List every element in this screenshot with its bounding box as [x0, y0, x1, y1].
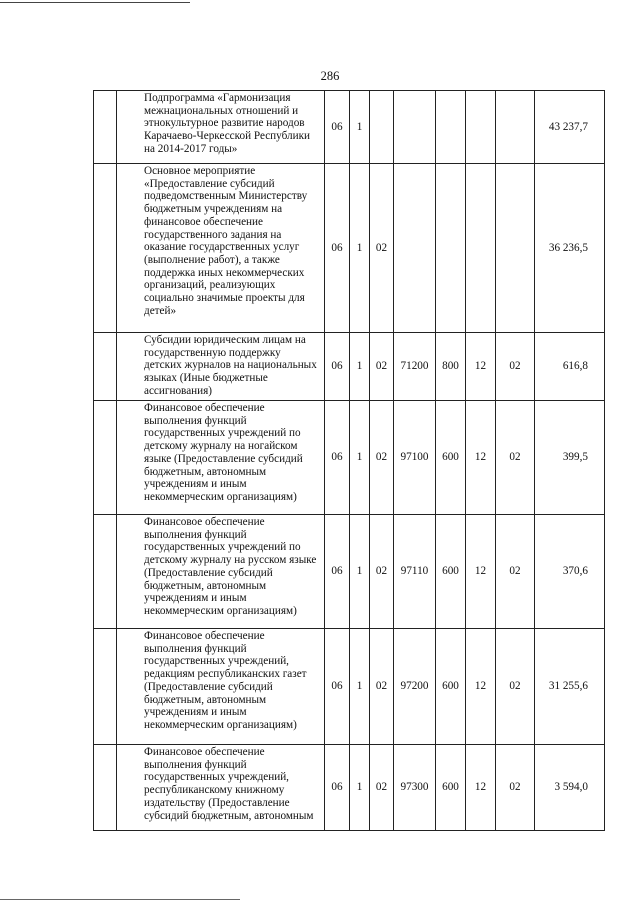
code-cell-c2: 1: [350, 515, 370, 629]
code-cell-c5: [436, 164, 466, 333]
code-cell-c3: 02: [370, 745, 394, 831]
budget-table: [93, 90, 605, 831]
code-cell-c4: [394, 164, 436, 333]
row-number-cell: [94, 333, 117, 401]
amount-cell: 399,5: [535, 401, 605, 515]
code-cell-c2: 1: [350, 333, 370, 401]
code-cell-c5: 600: [436, 401, 466, 515]
item-name-cell: [117, 401, 325, 515]
page-number: 286: [320, 69, 340, 83]
code-cell-c6: 12: [466, 515, 496, 629]
item-name: Финансовое обеспечение выполнения функций государственных учреждений, редакциям республиканских газет (Предоставление субсидий бюджетным, автономным учреждениям и иным некоммерческим организациям): [144, 630, 307, 731]
code-cell-c2: 1: [350, 164, 370, 333]
amount-cell: 370,6: [535, 515, 605, 629]
top-rule: [0, 2, 190, 3]
code-cell-c6: [466, 164, 496, 333]
code-cell-c2: 1: [350, 629, 370, 745]
item-name: Субсидии юридическим лицам на государственную поддержку детских журналов на национальных языках (Иные бюджетные ассигнования): [144, 334, 317, 397]
item-name-cell: [117, 164, 325, 333]
amount-cell: 616,8: [535, 333, 605, 401]
code-cell-c6: [466, 91, 496, 164]
row-number-cell: [94, 164, 117, 333]
item-name: Основное мероприятие «Предоставление субсидий подведомственным Министерству бюджетным учреждениям на финансовое обеспечение государственного задания на оказание государственных услуг (выполнение работ), а также поддержка иных некоммерческих организаций, реализующих социально значимые проекты для детей»: [144, 165, 308, 317]
code-cell-c5: 600: [436, 515, 466, 629]
table-row: [94, 401, 605, 515]
code-cell-c2: 1: [350, 401, 370, 515]
code-cell-c6: 12: [466, 745, 496, 831]
table-row: [94, 164, 605, 333]
code-cell-c6: 12: [466, 333, 496, 401]
item-name-cell: [117, 745, 325, 831]
code-cell-c3: 02: [370, 164, 394, 333]
item-name: Подпрограмма «Гармонизация межнациональных отношений и этнокультурное развитие народов Карачаево-Черкесской Республики на 2014-2017 годы»: [144, 92, 311, 155]
row-number-cell: [94, 91, 117, 164]
item-name: Финансовое обеспечение выполнения функций государственных учреждений, республиканскому книжному издательству (Предоставление субсидий бюджетным, автономным: [144, 746, 314, 822]
code-cell-c1: 06: [325, 629, 350, 745]
code-cell-c3: 02: [370, 515, 394, 629]
code-cell-c4: 71200: [394, 333, 436, 401]
code-cell-c1: 06: [325, 401, 350, 515]
code-cell-c4: 97100: [394, 401, 436, 515]
code-cell-c1: 06: [325, 745, 350, 831]
amount-cell: 43 237,7: [535, 91, 605, 164]
table-row: [94, 745, 605, 831]
code-cell-c7: [496, 91, 535, 164]
code-cell-c7: 02: [496, 333, 535, 401]
item-name-cell: [117, 629, 325, 745]
table-row: [94, 91, 605, 164]
code-cell-c5: 600: [436, 629, 466, 745]
code-cell-c5: 800: [436, 333, 466, 401]
bottom-rule: [0, 899, 240, 900]
code-cell-c2: 1: [350, 91, 370, 164]
code-cell-c7: 02: [496, 629, 535, 745]
code-cell-c6: 12: [466, 629, 496, 745]
code-cell-c4: 97300: [394, 745, 436, 831]
item-name-cell: [117, 515, 325, 629]
amount-cell: 31 255,6: [535, 629, 605, 745]
code-cell-c3: [370, 91, 394, 164]
code-cell-c4: 97110: [394, 515, 436, 629]
code-cell-c7: [496, 164, 535, 333]
code-cell-c3: 02: [370, 333, 394, 401]
row-number-cell: [94, 401, 117, 515]
amount-cell: 3 594,0: [535, 745, 605, 831]
item-name-cell: [117, 333, 325, 401]
item-name-cell: [117, 91, 325, 164]
row-number-cell: [94, 745, 117, 831]
code-cell-c4: [394, 91, 436, 164]
code-cell-c2: 1: [350, 745, 370, 831]
code-cell-c4: 97200: [394, 629, 436, 745]
code-cell-c6: 12: [466, 401, 496, 515]
code-cell-c1: 06: [325, 164, 350, 333]
table-row: [94, 515, 605, 629]
code-cell-c7: 02: [496, 745, 535, 831]
row-number-cell: [94, 515, 117, 629]
table-row: [94, 629, 605, 745]
code-cell-c3: 02: [370, 401, 394, 515]
code-cell-c7: 02: [496, 401, 535, 515]
amount-cell: 36 236,5: [535, 164, 605, 333]
code-cell-c5: 600: [436, 745, 466, 831]
code-cell-c1: 06: [325, 515, 350, 629]
code-cell-c7: 02: [496, 515, 535, 629]
code-cell-c3: 02: [370, 629, 394, 745]
code-cell-c5: [436, 91, 466, 164]
row-number-cell: [94, 629, 117, 745]
item-name: Финансовое обеспечение выполнения функций государственных учреждений по детскому журналу на русском языке (Предоставление субсидий бюджетным, автономным учреждениям и иным некоммерческим организациям): [144, 516, 317, 617]
table-row: [94, 333, 605, 401]
code-cell-c1: 06: [325, 91, 350, 164]
code-cell-c1: 06: [325, 333, 350, 401]
item-name: Финансовое обеспечение выполнения функций государственных учреждений по детскому журналу на ногайском языке (Предоставление субсидий бюджетным, автономным учреждениям и иным некоммерческим организациям): [144, 402, 303, 503]
